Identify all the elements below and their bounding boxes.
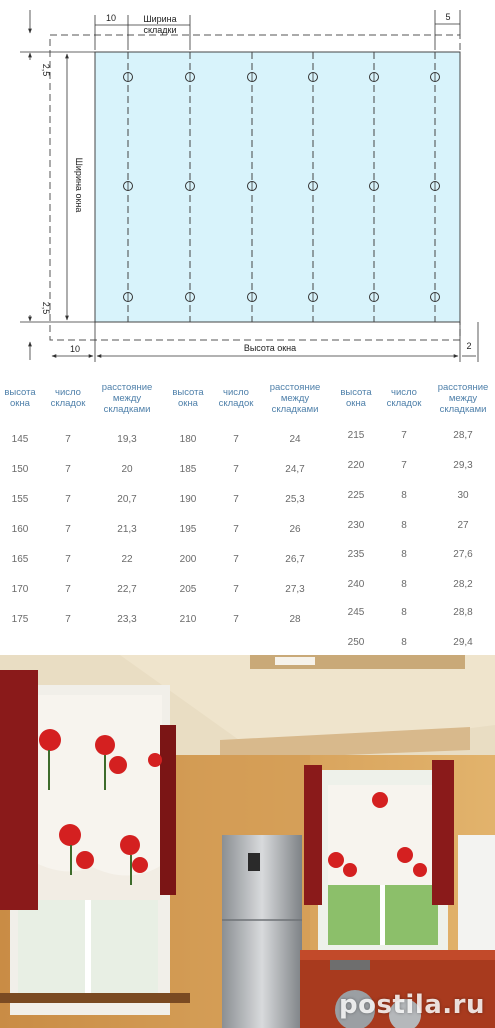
header-height bbox=[338, 387, 374, 409]
cell-height: 225 bbox=[347, 490, 365, 501]
header-count bbox=[40, 387, 96, 409]
cell-count: 7 bbox=[65, 554, 71, 565]
kitchen-photo bbox=[0, 655, 495, 1028]
cell-height: 245 bbox=[347, 607, 365, 618]
cell-count: 7 bbox=[65, 524, 71, 535]
table-row bbox=[168, 523, 333, 537]
cell-height: 160 bbox=[11, 524, 29, 535]
header-distance bbox=[94, 382, 160, 415]
dim-top-center-1: Ширина bbox=[143, 14, 177, 24]
cell-distance: 21,3 bbox=[117, 524, 137, 535]
cell-distance: 27 bbox=[457, 520, 469, 531]
table-row bbox=[168, 613, 333, 627]
table-row bbox=[336, 548, 495, 562]
cell-distance: 25,3 bbox=[285, 494, 305, 505]
cell-height: 240 bbox=[347, 579, 365, 590]
table-row bbox=[336, 636, 495, 650]
table-row bbox=[0, 433, 165, 447]
cell-distance: 29,3 bbox=[453, 460, 473, 471]
table-row bbox=[336, 429, 495, 443]
watermark-text: postila.ru bbox=[339, 990, 485, 1020]
table-row bbox=[336, 578, 495, 592]
cell-count: 7 bbox=[65, 584, 71, 595]
table-row bbox=[336, 459, 495, 473]
cell-distance: 27,6 bbox=[453, 549, 473, 560]
cell-height: 210 bbox=[179, 614, 197, 625]
cell-height: 220 bbox=[347, 460, 365, 471]
cell-count: 7 bbox=[233, 464, 239, 475]
cell-distance: 24 bbox=[289, 434, 301, 445]
header-height-line: окна bbox=[178, 398, 198, 409]
cell-height: 235 bbox=[347, 549, 365, 560]
table-block-2 bbox=[168, 380, 333, 650]
header-distance-line: расстояние bbox=[269, 382, 321, 393]
dim-top-center-2: складки bbox=[143, 25, 177, 35]
cell-count: 8 bbox=[401, 490, 407, 501]
kitchen-photo-illustration bbox=[0, 655, 495, 1028]
table-block-1 bbox=[0, 380, 165, 650]
cell-distance: 28 bbox=[289, 614, 301, 625]
cell-distance: 28,2 bbox=[453, 579, 473, 590]
header-count-line: число bbox=[223, 387, 249, 398]
cell-count: 7 bbox=[233, 614, 239, 625]
header-count-line: число bbox=[391, 387, 417, 398]
cell-count: 7 bbox=[401, 460, 407, 471]
cell-distance: 30 bbox=[457, 490, 469, 501]
cell-height: 195 bbox=[179, 524, 197, 535]
header-height-line: высота bbox=[340, 387, 372, 398]
cell-count: 7 bbox=[65, 494, 71, 505]
cell-distance: 27,3 bbox=[285, 584, 305, 595]
header-height bbox=[2, 387, 38, 409]
header-distance-line: между bbox=[448, 393, 478, 404]
table-row bbox=[168, 433, 333, 447]
table-row bbox=[0, 553, 165, 567]
table-row bbox=[336, 519, 495, 533]
cell-height: 190 bbox=[179, 494, 197, 505]
dim-bottom-left: 10 bbox=[69, 344, 81, 354]
dim-top-left: 10 bbox=[105, 13, 117, 23]
cell-distance: 20 bbox=[121, 464, 133, 475]
cell-count: 8 bbox=[401, 637, 407, 648]
header-height-line: окна bbox=[346, 398, 366, 409]
header-distance-line: между bbox=[280, 393, 310, 404]
table-row bbox=[0, 583, 165, 597]
table-row bbox=[0, 523, 165, 537]
header-height-line: высота bbox=[4, 387, 36, 398]
cell-height: 250 bbox=[347, 637, 365, 648]
cell-distance: 22,7 bbox=[117, 584, 137, 595]
fabric-panel bbox=[95, 52, 460, 322]
header-height-line: окна bbox=[10, 398, 30, 409]
table-row bbox=[336, 606, 495, 620]
cell-distance: 28,7 bbox=[453, 430, 473, 441]
header-count-line: число bbox=[55, 387, 81, 398]
cell-height: 180 bbox=[179, 434, 197, 445]
cell-height: 170 bbox=[11, 584, 29, 595]
header-distance-line: расстояние bbox=[101, 382, 153, 393]
cell-distance: 24,7 bbox=[285, 464, 305, 475]
cell-count: 8 bbox=[401, 520, 407, 531]
table-row bbox=[168, 553, 333, 567]
cell-distance: 20,7 bbox=[117, 494, 137, 505]
header-distance bbox=[430, 382, 495, 415]
cell-count: 7 bbox=[233, 584, 239, 595]
table-row bbox=[0, 613, 165, 627]
cell-height: 155 bbox=[11, 494, 29, 505]
cell-distance: 26 bbox=[289, 524, 301, 535]
cell-distance: 29,4 bbox=[453, 637, 473, 648]
dim-top-right: 5 bbox=[445, 12, 451, 22]
table-row bbox=[0, 463, 165, 477]
dim-side-bottom: 2,5 bbox=[41, 301, 51, 315]
cell-count: 7 bbox=[401, 430, 407, 441]
cell-count: 7 bbox=[233, 554, 239, 565]
cell-count: 7 bbox=[65, 614, 71, 625]
cell-count: 7 bbox=[233, 494, 239, 505]
table-block-3 bbox=[336, 380, 495, 650]
header-height-line: высота bbox=[172, 387, 204, 398]
header-distance bbox=[262, 382, 328, 415]
cell-distance: 28,8 bbox=[453, 607, 473, 618]
cell-height: 175 bbox=[11, 614, 29, 625]
cell-count: 7 bbox=[233, 434, 239, 445]
cell-count: 7 bbox=[65, 434, 71, 445]
header-distance-line: складками bbox=[439, 404, 487, 415]
table-row bbox=[336, 489, 495, 503]
fold-table bbox=[0, 380, 495, 650]
cell-height: 145 bbox=[11, 434, 29, 445]
header-distance-line: складками bbox=[271, 404, 319, 415]
header-distance-line: складками bbox=[103, 404, 151, 415]
table-row bbox=[168, 463, 333, 477]
dim-side-top: 2,5 bbox=[41, 63, 51, 77]
cell-count: 8 bbox=[401, 579, 407, 590]
header-count-line: складок bbox=[218, 398, 254, 409]
cell-count: 7 bbox=[65, 464, 71, 475]
cell-distance: 19,3 bbox=[117, 434, 137, 445]
cell-height: 150 bbox=[11, 464, 29, 475]
dim-bottom-right: 2 bbox=[466, 341, 472, 351]
header-distance-line: расстояние bbox=[437, 382, 489, 393]
table-row bbox=[168, 583, 333, 597]
header-count-line: складок bbox=[50, 398, 86, 409]
header-count bbox=[208, 387, 264, 409]
cell-count: 8 bbox=[401, 549, 407, 560]
cell-distance: 26,7 bbox=[285, 554, 305, 565]
table-row bbox=[168, 493, 333, 507]
cell-distance: 22 bbox=[121, 554, 133, 565]
header-height bbox=[170, 387, 206, 409]
dim-bottom-center: Высота окна bbox=[243, 343, 297, 353]
dim-side-label: Ширина окна bbox=[74, 157, 84, 213]
cell-count: 8 bbox=[401, 607, 407, 618]
cell-height: 200 bbox=[179, 554, 197, 565]
cell-distance: 23,3 bbox=[117, 614, 137, 625]
cell-height: 205 bbox=[179, 584, 197, 595]
header-distance-line: между bbox=[112, 393, 142, 404]
cell-height: 165 bbox=[11, 554, 29, 565]
header-count bbox=[376, 387, 432, 409]
header-count-line: складок bbox=[386, 398, 422, 409]
cell-count: 7 bbox=[233, 524, 239, 535]
cell-height: 230 bbox=[347, 520, 365, 531]
cell-height: 185 bbox=[179, 464, 197, 475]
roman-blind-diagram bbox=[0, 0, 495, 375]
cell-height: 215 bbox=[347, 430, 365, 441]
table-row bbox=[0, 493, 165, 507]
